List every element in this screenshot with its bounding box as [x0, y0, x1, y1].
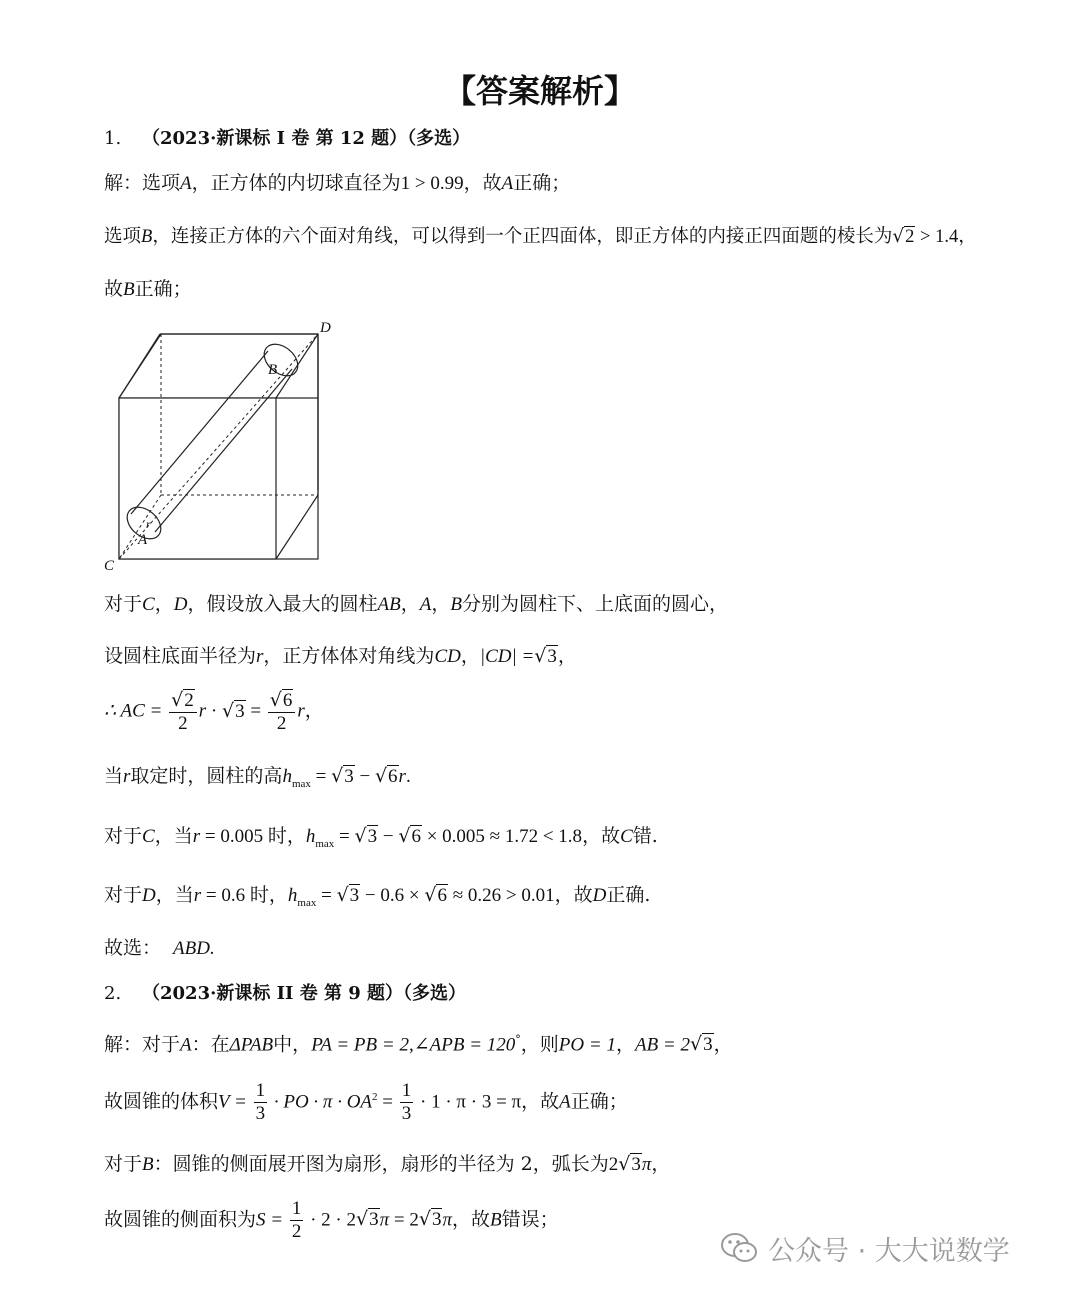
page-title: 【答案解析】	[443, 72, 636, 110]
radicand: 3	[703, 1034, 713, 1056]
text: 对于	[104, 825, 143, 847]
math-expression: = 0.6 时，	[201, 885, 288, 906]
cube-edge-tl	[119, 334, 161, 398]
superscript: 2	[372, 1091, 378, 1104]
radicand: 3	[547, 646, 557, 667]
label-r: r	[146, 517, 151, 531]
q1-line-c	[104, 825, 658, 851]
q2-header	[104, 983, 466, 1005]
q2-title: （2023·新课标 II 卷 第 9 题）（多选）	[142, 983, 467, 1004]
math-var: AB	[377, 594, 401, 615]
math-op: =	[377, 1091, 398, 1113]
math-var: S =	[256, 1209, 288, 1231]
text: 故圆锥的侧面积为	[104, 1208, 257, 1231]
text: ，连接正方体的六个面对角线，可以得到一个正四面体，即正方体的内接正四面题的棱长为	[152, 226, 893, 247]
sqrt: √6	[374, 765, 398, 787]
radicand: 6	[411, 826, 421, 847]
text: 故选：	[104, 937, 162, 959]
math-var: π	[379, 1209, 390, 1231]
text: ，故	[521, 1090, 560, 1113]
text: ，	[713, 1033, 733, 1056]
text: 对于	[104, 884, 143, 906]
math-var: B	[490, 1209, 502, 1231]
fraction	[290, 1198, 304, 1243]
text: 正确；	[570, 1090, 628, 1113]
fraction: $\frac{√6}{2}$	[268, 690, 296, 735]
math-expression: ΔPAB	[229, 1034, 274, 1056]
math-var: V =	[218, 1091, 252, 1113]
q1-line-b2	[104, 278, 192, 302]
numerator: 1	[255, 1080, 266, 1101]
denominator: 2	[276, 712, 287, 734]
math-op: −	[354, 766, 375, 787]
fraction: $\frac{√2}{2}$	[169, 690, 197, 735]
radicand: 6	[437, 885, 447, 906]
math-op: −	[378, 826, 399, 847]
label-B: B	[268, 362, 278, 378]
math-expression: PA = PB = 2,∠APB = 120	[311, 1034, 516, 1056]
text: ：圆锥的侧面展开图为扇形，扇形的半径为 2，弧长为	[153, 1153, 609, 1175]
numerator: 1	[401, 1080, 412, 1101]
math-var: r	[297, 700, 305, 722]
radicand: 3	[367, 826, 378, 847]
numerator: 1	[291, 1198, 302, 1219]
text: ，	[431, 593, 451, 615]
q1-line-ac	[104, 690, 324, 735]
text: ，	[460, 645, 480, 667]
q2-line-s	[104, 1198, 559, 1243]
text: ，	[400, 593, 420, 615]
text: ，则	[520, 1033, 559, 1056]
label-A: A	[138, 532, 148, 548]
text: 对于	[104, 1153, 143, 1175]
q2-line-a	[104, 1033, 733, 1057]
math-var: C	[620, 826, 633, 847]
sqrt: √3	[618, 1153, 641, 1175]
math-var: r	[193, 885, 202, 906]
math-expression: > 1.4，	[915, 227, 977, 247]
q1-title: （2023·新课标 I 卷 第 12 题）（多选）	[142, 128, 471, 149]
math-var: B	[123, 279, 135, 300]
text: 错误；	[501, 1208, 559, 1231]
text: 分别为圆柱下、上底面的圆心，	[461, 593, 728, 615]
sqrt: √6	[398, 825, 421, 847]
math-expression: AB = 2	[634, 1034, 691, 1056]
math-op: =	[316, 885, 337, 906]
math-var: A	[419, 594, 432, 615]
radicand: 2	[905, 227, 915, 247]
math-var: CD	[434, 646, 461, 667]
radicand: 3	[349, 885, 360, 906]
math-op: =	[334, 826, 355, 847]
q1-line-d	[104, 884, 650, 910]
math-var: r	[256, 646, 264, 667]
radicand: 6	[388, 766, 398, 787]
math-expression: ≈ 0.26 > 0.01	[447, 885, 555, 906]
math-var: A	[559, 1091, 571, 1113]
math-var: π	[641, 1154, 652, 1175]
text: ，	[615, 1033, 635, 1056]
math-var: r	[398, 766, 406, 787]
text: ，	[557, 645, 577, 667]
math-var: h	[287, 885, 298, 906]
text: 中，	[273, 1033, 312, 1056]
sqrt: √2	[892, 226, 915, 247]
text: ，当	[154, 825, 193, 847]
text: ，故	[463, 172, 502, 194]
math-var: h	[282, 766, 292, 787]
text: 对于	[104, 593, 143, 615]
sqrt: √3	[534, 645, 557, 667]
q2-line-v	[104, 1080, 628, 1125]
text: 解：选项	[104, 172, 181, 194]
text: ：在	[191, 1033, 230, 1056]
math-var: B	[141, 227, 153, 247]
degree-sign: °	[515, 1033, 521, 1046]
math-var: A	[180, 173, 192, 194]
fraction	[400, 1080, 414, 1125]
math-expression: 2	[608, 1154, 619, 1175]
denominator: 3	[401, 1102, 412, 1124]
text: ，当	[155, 884, 194, 906]
cube-edge-br	[276, 495, 318, 559]
radicand: 3	[369, 1209, 379, 1231]
sqrt: √3	[690, 1033, 713, 1056]
text: 故	[104, 278, 124, 300]
sqrt: √3	[354, 825, 378, 847]
text: 正确.	[606, 884, 651, 906]
math-var: B	[450, 594, 462, 615]
math-var: D	[142, 885, 156, 906]
text: 故圆锥的体积	[104, 1090, 219, 1113]
math-expression: − 0.6 ×	[360, 885, 425, 906]
watermark-text: 公众号 · 大大说数学	[768, 1235, 1010, 1267]
fraction	[254, 1080, 268, 1125]
math-expression: ∴ AC =	[104, 700, 163, 722]
label-C: C	[104, 558, 115, 574]
math-expression: · 1 · π · 3 = π	[415, 1091, 522, 1113]
q2-number: 2.	[104, 983, 122, 1004]
math-var: D	[173, 594, 188, 615]
sqrt: √3	[418, 1208, 442, 1231]
q1-line-cd2	[104, 645, 577, 669]
math-var: r	[198, 700, 207, 722]
label-D: D	[320, 320, 331, 336]
math-expression: · 2 · 2	[305, 1209, 356, 1231]
radicand: 3	[431, 1209, 442, 1231]
wechat-icon	[720, 1231, 758, 1265]
math-expression: 1 > 0.99	[400, 173, 464, 194]
math-var: B	[142, 1154, 154, 1175]
math-var: h	[305, 826, 316, 847]
text: ，	[154, 593, 174, 615]
denominator: 3	[255, 1102, 266, 1124]
math-var: A	[180, 1034, 192, 1056]
math-var: C	[142, 826, 155, 847]
answer-value: ABD.	[173, 938, 215, 959]
denominator: 2	[291, 1220, 302, 1242]
math-var: D	[592, 885, 607, 906]
sqrt: √3	[356, 1208, 379, 1231]
math-expression: PO = 1	[558, 1034, 616, 1056]
q1-line-cd1	[104, 593, 728, 617]
watermark	[720, 1228, 1010, 1268]
radicand: 3	[344, 766, 354, 787]
radicand: 3	[235, 700, 245, 722]
denominator: 2	[178, 712, 188, 734]
math-var: C	[142, 594, 155, 615]
math-var: A	[501, 173, 514, 194]
text: ，正方体的内切球直径为	[191, 172, 401, 194]
math-op: ·	[206, 700, 222, 722]
radicand: 2	[184, 690, 194, 711]
sqrt: √3	[331, 765, 354, 787]
math-expression: · PO · π · OA	[269, 1091, 373, 1113]
sqrt: √3	[221, 699, 245, 722]
math-var: π	[442, 1209, 452, 1231]
text: 正确；	[134, 278, 192, 300]
q1-line-h	[104, 765, 411, 791]
sqrt: √6	[424, 884, 447, 906]
q1-answer	[104, 937, 215, 961]
math-var: r	[123, 766, 131, 787]
subscript: max	[291, 777, 311, 790]
text: ，故	[582, 825, 621, 847]
q1-number: 1.	[104, 128, 122, 149]
math-op: = 2	[389, 1209, 419, 1231]
math-op: =	[310, 766, 332, 787]
subscript: max	[315, 837, 335, 850]
math-expression: |CD| =	[479, 646, 535, 667]
math-op: =	[245, 700, 266, 722]
text: 解：对于	[104, 1033, 181, 1056]
radicand: 3	[631, 1154, 641, 1175]
text: ，故	[554, 884, 593, 906]
math-expression: × 0.005 ≈ 1.72 < 1.8	[421, 826, 583, 847]
cube-edge-tr	[276, 334, 318, 398]
cube-cylinder-figure	[100, 318, 350, 578]
cylinder-top-ellipse	[258, 338, 304, 382]
q1-header	[104, 128, 470, 150]
text: ，假设放入最大的圆柱	[187, 593, 378, 615]
text: 取定时，圆柱的高	[130, 765, 283, 787]
text: .	[405, 766, 411, 787]
subscript: max	[297, 896, 317, 909]
q1-line-b1	[104, 226, 977, 248]
radicand: 6	[282, 690, 293, 711]
text: ，正方体体对角线为	[263, 645, 435, 667]
text: ，故	[452, 1208, 491, 1231]
math-expression: = 0.005 时，	[200, 826, 306, 847]
text: 错.	[632, 825, 658, 847]
text: 选项	[104, 226, 142, 247]
q1-line-a	[104, 172, 570, 196]
text: ，	[304, 700, 324, 722]
text: 当	[104, 765, 124, 787]
text: 设圆柱底面半径为	[104, 645, 257, 667]
text: 正确；	[513, 172, 571, 194]
sqrt: √3	[336, 884, 360, 906]
math-var: r	[192, 826, 201, 847]
q2-line-b	[104, 1153, 670, 1177]
text: ，	[651, 1153, 671, 1175]
